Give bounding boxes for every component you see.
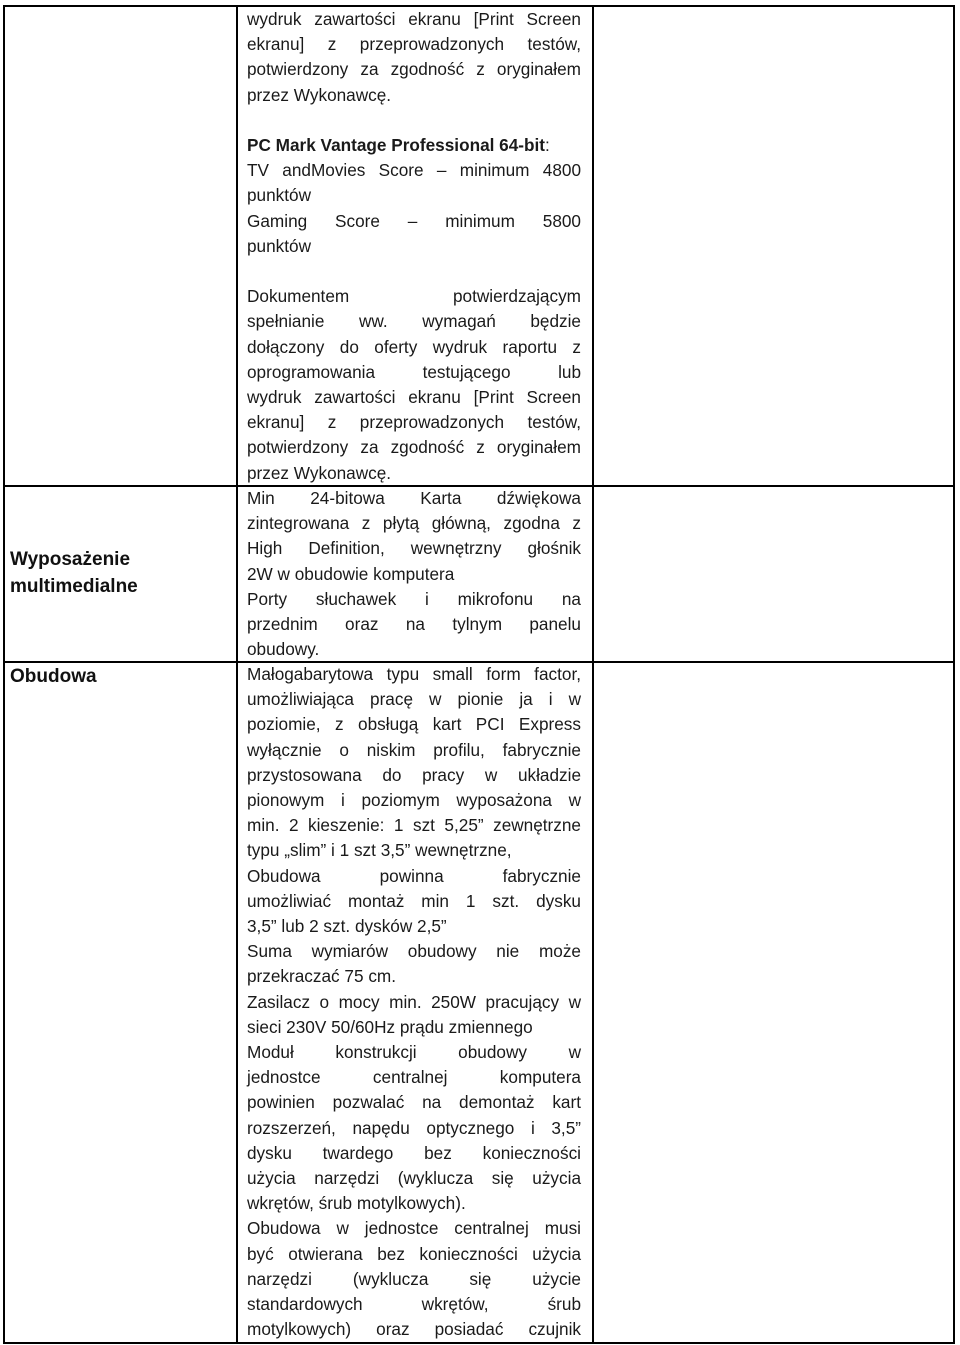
row2-label-cell: [10, 546, 230, 600]
text-line: przekraczać 75 cm.: [247, 966, 397, 987]
row2-label-line: multimedialne: [10, 576, 138, 597]
text-line: powinien pozwalać na demontaż kart: [247, 1092, 581, 1113]
text-line: ekranu] z przeprowadzonych testów,: [247, 412, 581, 433]
row2-label-line: Wyposażenie: [10, 549, 131, 570]
text-line: Małogabarytowa typu small form factor,: [247, 664, 581, 684]
text-line: standardowych wkrętów, śrub: [247, 1294, 581, 1315]
pcmark-title: PC Mark Vantage Professional 64-bit: [247, 135, 546, 156]
text-line: TV andMovies Score – minimum 4800: [247, 160, 581, 181]
text-line: motylkowych) oraz posiadać czujnik: [247, 1319, 581, 1340]
text-line: typu „slim” i 1 szt 3,5” wewnętrzne,: [247, 840, 512, 861]
text-line: potwierdzony za zgodność z oryginałem: [247, 437, 581, 458]
text-line: zintegrowana z płytą główną, zgodna z: [247, 513, 581, 534]
table-column-divider-1: [236, 5, 238, 1344]
text-line: jednostce centralnej komputera: [247, 1067, 581, 1088]
text-line: Dokumentem potwierdzającym: [247, 286, 581, 307]
pcmark-colon: :: [545, 135, 550, 156]
text-line: wydruk zawartości ekranu [Print Screen: [247, 387, 581, 408]
text-line: dysku twardego bez konieczności: [247, 1142, 581, 1163]
text-line: High Definition, wewnętrzny głośnik: [247, 538, 581, 559]
text-line: oprogramowania testującego lub: [247, 361, 581, 382]
text-line: przednim oraz na tylnym panelu: [247, 614, 581, 635]
table-column-divider-2: [592, 5, 594, 1344]
text-line: potwierdzony za zgodność z oryginałem: [247, 59, 581, 80]
row3-description-cell: [247, 662, 581, 1342]
pcmark-heading: [247, 133, 581, 158]
text-line: punktów: [247, 185, 312, 206]
row1-description-cell: [247, 7, 581, 486]
text-line: Zasilacz o mocy min. 250W pracujący w: [247, 991, 581, 1012]
text-line: umożliwiać montaż min 1 szt. dysku: [247, 890, 581, 911]
text-line: Suma wymiarów obudowy nie może: [247, 941, 581, 962]
text-line: 3,5” lub 2 szt. dysków 2,5”: [247, 916, 447, 937]
table-border-right: [953, 5, 955, 1344]
text-line: rozszerzeń, napędu optycznego i 3,5”: [247, 1117, 581, 1138]
text-line: przez Wykonawcę.: [247, 84, 392, 105]
text-line: Gaming Score – minimum 5800: [247, 210, 581, 231]
row2-description-cell: [247, 486, 581, 662]
text-line: Porty słuchawek i mikrofonu na: [247, 588, 581, 609]
text-line: 2W w obudowie komputera: [247, 563, 455, 584]
text-line: przez Wykonawcę.: [247, 462, 392, 483]
row3-label-cell: [10, 663, 230, 690]
text-line: min. 2 kieszenie: 1 szt 5,25” zewnętrzne: [247, 815, 581, 836]
row3-label: Obudowa: [10, 666, 97, 687]
text-line: wkrętów, śrub motylkowych).: [247, 1193, 466, 1214]
text-line: umożliwiająca pracę w pionie ja i w: [247, 689, 581, 710]
text-line: narzędzi (wyklucza się użycie: [247, 1268, 581, 1289]
text-line: Obudowa w jednostce centralnej musi: [247, 1218, 581, 1239]
text-line: pionowym i poziomym wyposażona w: [247, 790, 581, 811]
text-line: Obudowa powinna fabrycznie: [247, 865, 581, 886]
text-line: dołączony do oferty wydruk raportu z: [247, 336, 581, 357]
text-line: wydruk zawartości ekranu [Print Screen: [247, 9, 581, 29]
text-line: Min 24-bitowa Karta dźwiękowa: [247, 488, 581, 508]
text-line: sieci 230V 50/60Hz prądu zmiennego: [247, 1016, 533, 1037]
text-line: poziomie, z obsługą kart PCI Express: [247, 714, 581, 735]
text-line: spełnianie ww. wymagań będzie: [247, 311, 581, 332]
text-line: przystosowana do pracy w układzie: [247, 764, 581, 785]
text-line: być otwierana bez konieczności użycia: [247, 1243, 581, 1264]
table-border-left: [3, 5, 5, 1344]
text-line: Moduł konstrukcji obudowy w: [247, 1042, 581, 1063]
text-line: użycia narzędzi (wyklucza się użycia: [247, 1168, 581, 1189]
text-line: punktów: [247, 235, 312, 256]
text-line: ekranu] z przeprowadzonych testów,: [247, 34, 581, 55]
text-line: wyłącznie o niskim profilu, fabrycznie: [247, 739, 581, 760]
text-line: obudowy.: [247, 639, 320, 660]
